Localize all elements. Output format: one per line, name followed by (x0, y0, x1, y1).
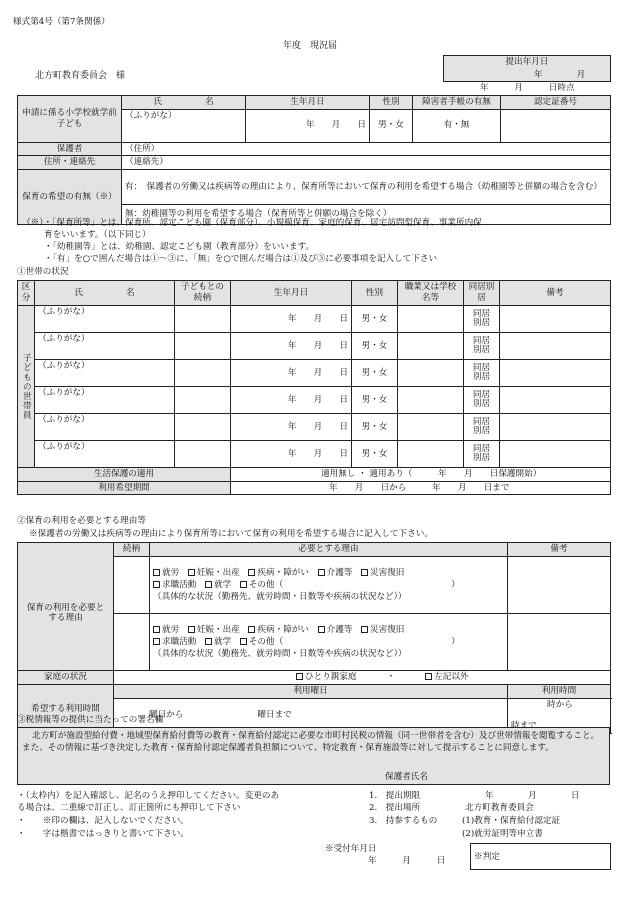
reason-options[interactable]: 就労 妊娠・出産 疾病・障がい 介護等 災害復旧 求職活動 就学 その他（ ） （具体的な状況（勤務先、就労時間・日数等や疾病の状況など）） (150, 614, 508, 671)
member-job-field[interactable] (398, 306, 464, 333)
col-dob: 生年月日 (246, 96, 370, 110)
member-notes-field[interactable] (500, 333, 611, 360)
col-sex: 性別 (352, 281, 398, 306)
guardian-label: 保護者 (18, 142, 122, 156)
member-job-field[interactable] (398, 387, 464, 414)
addressee: 北方町教育委員会 様 (35, 71, 126, 81)
member-name-field[interactable]: （ふりがな） (35, 387, 175, 414)
reason-notes-field[interactable] (508, 614, 611, 671)
member-notes-field[interactable] (500, 414, 611, 441)
col-disability: 障害者手帳の有無 (413, 96, 501, 110)
submit-date-label: 提出年月日 (444, 56, 611, 69)
member-sex-field[interactable]: 男・女 (352, 441, 398, 468)
member-notes-field[interactable] (500, 387, 611, 414)
member-name-field[interactable]: （ふりがな） (35, 333, 175, 360)
member-dob-field[interactable]: 年 月 日 (231, 441, 352, 468)
member-relation-field[interactable] (175, 387, 231, 414)
member-relation-field[interactable] (175, 333, 231, 360)
member-dob-field[interactable]: 年 月 日 (231, 414, 352, 441)
member-sex-field[interactable]: 男・女 (352, 360, 398, 387)
member-job-field[interactable] (398, 441, 464, 468)
applicant-dob-field[interactable]: 年 月 日 (246, 109, 370, 142)
applicant-cert-field[interactable] (501, 109, 611, 142)
member-job-field[interactable] (398, 333, 464, 360)
guardian-address-field[interactable]: （住所） (122, 142, 611, 156)
consent-section-title: ③税情報等の提供に当たっての署名欄 (17, 715, 164, 725)
member-name-field[interactable]: （ふりがな） (35, 306, 175, 333)
received-label: ※受付年月日 (325, 844, 377, 854)
guardian-contact-label: 住所・連絡先 (18, 156, 122, 170)
col-cert: 認定証番号 (501, 96, 611, 110)
col-sex: 性別 (370, 96, 413, 110)
col-job: 職業又は学校名等 (398, 281, 464, 306)
family-options[interactable]: ひとり親家庭 ・ 左記以外 (114, 671, 611, 685)
days-field[interactable]: 曜日から 曜日まで (114, 698, 508, 733)
form-number: 様式第4号（第7条関係） (13, 17, 110, 27)
member-sex-field[interactable]: 男・女 (352, 306, 398, 333)
col-name: 氏 名 (122, 96, 246, 110)
member-sex-field[interactable]: 男・女 (352, 333, 398, 360)
bring-label: 3. 持参するもの (369, 816, 438, 826)
submit-date-fields[interactable]: 年 月 (444, 69, 611, 82)
family-label: 家庭の状況 (18, 671, 114, 685)
footer-note: ・ 字は楷書ではっきりと書いて下さい。 (17, 829, 189, 839)
col-notes: 備考 (500, 281, 611, 306)
applicant-name-field[interactable]: （ふりがな） (122, 109, 246, 142)
footer-note: ・（太枠内）を記入確認し、記名のうえ押印してください。変更のあ (17, 791, 280, 801)
member-relation-field[interactable] (175, 441, 231, 468)
applicant-disability-field[interactable]: 有・無 (413, 109, 501, 142)
member-relation-field[interactable] (175, 414, 231, 441)
reason-table (17, 542, 611, 734)
member-job-field[interactable] (398, 360, 464, 387)
member-notes-field[interactable] (500, 441, 611, 468)
signer-label[interactable]: 保護者氏名 (385, 772, 428, 782)
member-relation-field[interactable] (175, 306, 231, 333)
period-field[interactable]: 年 月 日から 年 月 日まで (231, 481, 611, 495)
welfare-field[interactable]: 適用無し ・ 適用あり（ 年 月 日保護開始） (231, 468, 611, 482)
consent-text: 北方町が施設型給付費・地域型保育給付費等の教育・保育給付認定に必要な市町村民税の情報（同一世帯者を含む）及び世帯情報を閲覧すること。また、その情報に基づき決定した教育・保育給付認定保護者負担額について、特定教育・保育施設等に対して提示することに同意します。 (22, 731, 600, 754)
bring-item: (2)就労証明等申立書 (462, 829, 543, 839)
reason-relation-field[interactable] (114, 614, 150, 671)
member-dob-field[interactable]: 年 月 日 (231, 360, 352, 387)
member-name-field[interactable]: （ふりがな） (35, 441, 175, 468)
hope-yes-option[interactable]: 有： 保護者の労働又は疾病等の理由により、保育所等において保育の利用を希望する場合（幼稚園等と併願の場合を含む） (122, 170, 611, 205)
col-kubun: 区分 (18, 281, 35, 306)
guardian-contact-field[interactable]: （連絡先） (122, 156, 611, 170)
col-relation: 子どもとの続柄 (175, 281, 231, 306)
member-dob-field[interactable]: 年 月 日 (231, 387, 352, 414)
member-notes-field[interactable] (500, 306, 611, 333)
member-sex-field[interactable]: 男・女 (352, 387, 398, 414)
wish-label: 希望する利用時間 (18, 685, 114, 734)
col-dob: 生年月日 (231, 281, 352, 306)
household-side-label: 子どもの世帯員 (21, 352, 32, 421)
member-cohab-field[interactable]: 同居 別居 (464, 306, 500, 333)
judge-label: ※判定 (474, 852, 500, 862)
col-notes: 備考 (508, 543, 611, 557)
reason-side-label: 保育の利用を必要とする理由 (18, 557, 114, 671)
member-notes-field[interactable] (500, 360, 611, 387)
place-label: 2. 提出場所 (369, 803, 421, 813)
reason-section-title: ②保育の利用を必要とする理由等 (17, 516, 146, 526)
applicant-table (17, 95, 611, 225)
col-name: 氏 名 (35, 281, 175, 306)
member-cohab-field[interactable]: 同居 別居 (464, 387, 500, 414)
member-name-field[interactable]: （ふりがな） (35, 360, 175, 387)
member-cohab-field[interactable]: 同居 別居 (464, 414, 500, 441)
note-line: （※）・「保育所等」とは、保育所、認定こども園（保育部分）、小規模保育、家庭的保育、居宅訪問型保育、事業所内保 (22, 218, 482, 228)
member-dob-field[interactable]: 年 月 日 (231, 333, 352, 360)
member-dob-field[interactable]: 年 月 日 (231, 306, 352, 333)
page-title: 年度 現況届 (283, 41, 338, 51)
col-relation: 続柄 (114, 543, 150, 557)
footer-note: ・ ※印の欄は、記入しないでください。 (17, 816, 189, 826)
col-cohab: 同居別居 (464, 281, 500, 306)
member-name-field[interactable]: （ふりがな） (35, 414, 175, 441)
submit-date-box (443, 55, 611, 82)
member-cohab-field[interactable]: 同居 別居 (464, 441, 500, 468)
hours-label: 利用時間 (508, 685, 611, 699)
welfare-label: 生活保護の適用 (18, 468, 231, 482)
reason-notes-field[interactable] (508, 557, 611, 614)
days-label: 利用曜日 (114, 685, 508, 699)
hope-no-option[interactable]: 無：幼稚園等の利用を希望する場合（保育所等と併願の場合を除く） (122, 205, 611, 225)
footer-note: る場合は、二重線で訂正し、訂正箇所にも押印して下さい (17, 803, 241, 813)
member-sex-field[interactable]: 男・女 (352, 414, 398, 441)
consent-box (17, 727, 610, 785)
note-line: ・「幼稚園等」とは、幼稚園、認定こども園（教育部分）をいいます。 (44, 242, 315, 252)
member-cohab-field[interactable]: 同居 別居 (464, 333, 500, 360)
member-job-field[interactable] (398, 414, 464, 441)
received-value: 年 月 日 (368, 856, 446, 866)
reason-relation-field[interactable] (114, 557, 150, 614)
reason-options[interactable]: 就労 妊娠・出産 疾病・障がい 介護等 災害復旧 求職活動 就学 その他（ ） （具体的な状況（勤務先、就労時間・日数等や疾病の状況など）） (150, 557, 508, 614)
judge-box[interactable] (470, 843, 611, 870)
household-table (17, 280, 611, 495)
bring-item: (1)教育・保育給付認定証 (462, 816, 561, 826)
household-section-title: ①世帯の状況 (17, 267, 69, 277)
deadline-value: 年 月 日 (485, 791, 580, 801)
note-line: 育をいいます。（以下同じ） (44, 230, 151, 240)
col-reason: 必要とする理由 (150, 543, 508, 557)
hope-label: 保育の希望の有無（※） (18, 170, 122, 225)
member-relation-field[interactable] (175, 360, 231, 387)
note-line: ・「有」を○で囲んだ場合は①～③に、「無」を○で囲んだ場合は①及び③に必要事項を記入して下さい (44, 254, 438, 264)
hours-field[interactable]: 時から (508, 698, 611, 733)
place-value: 北方町教育委員会 (465, 803, 534, 813)
member-cohab-field[interactable]: 同居 別居 (464, 360, 500, 387)
applicant-sex-field[interactable]: 男・女 (370, 109, 413, 142)
as-of-date: 年 月 日時点 (480, 83, 575, 93)
reason-section-note: ※保護者の労働又は疾病等の理由により保育所等において保育の利用を希望する場合に記入して下さい。 (29, 529, 433, 539)
period-label: 利用希望期間 (18, 481, 231, 495)
deadline-label: 1. 提出期限 (369, 791, 421, 801)
applicant-row-label: 申請に係る小学校就学前子ども (18, 96, 122, 143)
